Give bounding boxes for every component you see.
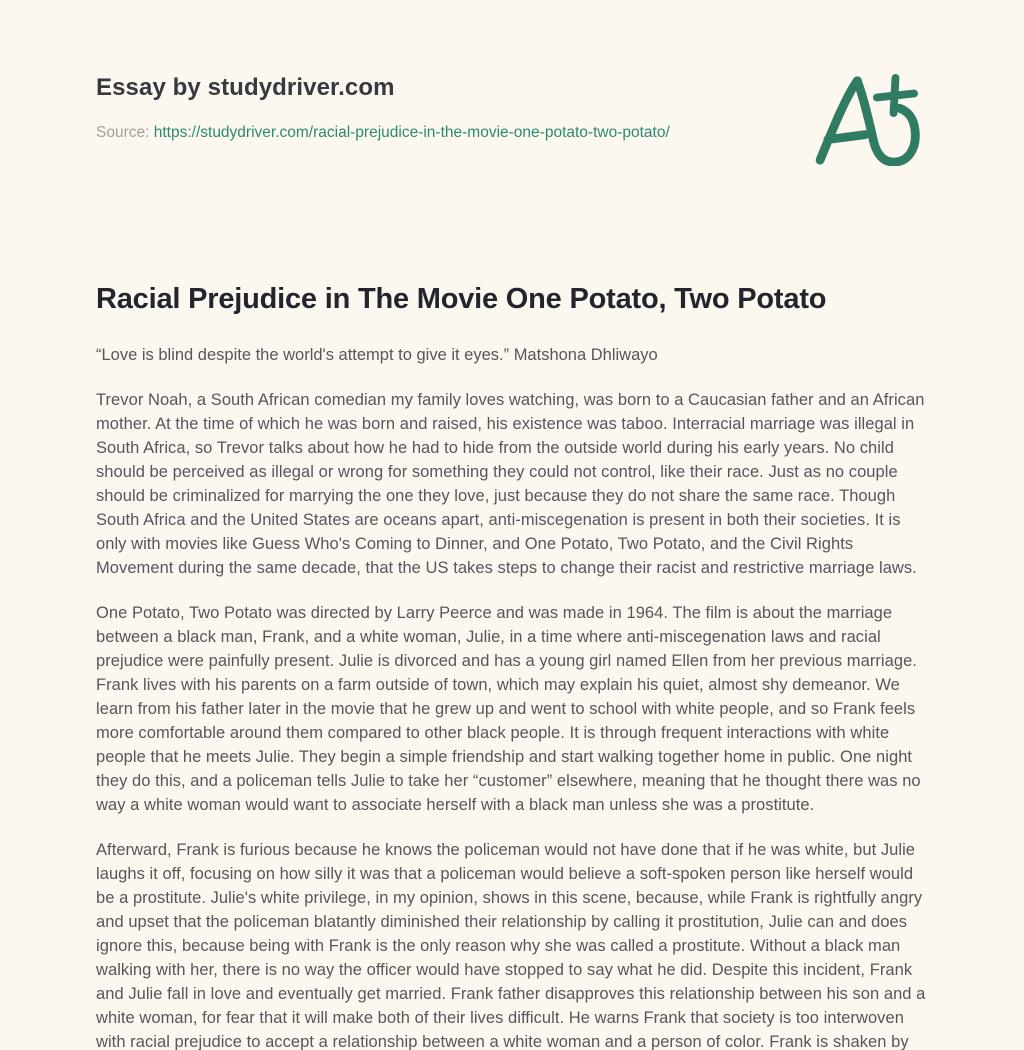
source-label: Source: bbox=[96, 123, 150, 141]
essay-title: Racial Prejudice in The Movie One Potato, Two Potato bbox=[96, 283, 827, 315]
header-text-block bbox=[96, 74, 670, 142]
source-line bbox=[96, 124, 670, 143]
essay-paragraph-3: Afterward, Frank is furious because he knows the policeman would not have done that if he was white, but Julie laughs it off, focusing on how silly it was that a policeman would believe a soft-spoken person like herself would be a prostitute. Julie's white privilege, in my opinion, shows in this scene, because, while Frank is rightfully angry and upset that the policeman blatantly diminished their relationship by calling it prostitution, Julie can and does ignore this, because being with Frank is the only reason why she was called a prostitute. Without a black man walking with her, there is no way the officer would have stopped to say what he did. Despite this incident, Frank and Julie fall in love and eventually get married. Frank father disapproves this relationship between his son and a white woman, for fear that it will make both of their lives difficult. He warns Frank that society is too interwoven with racial prejudice to accept a relationship between a white woman and a person of color. Frank is shaken by bbox=[96, 841, 926, 1050]
studydriver-logo bbox=[810, 72, 932, 166]
document-header bbox=[96, 74, 928, 166]
epigraph-quote: “Love is blind despite the world's attempt to give it eyes.” Matshona Dhliwayo bbox=[96, 346, 658, 364]
source-link[interactable]: https://studydriver.com/racial-prejudice-in-the-movie-one-potato-two-potato/ bbox=[153, 123, 670, 141]
a-plus-icon bbox=[810, 72, 932, 166]
essay-body bbox=[96, 388, 928, 1050]
essay-paragraph-1: Trevor Noah, a South African comedian my family loves watching, was born to a Caucasian father and an African mother. At the time of which he was born and raised, his existence was taboo. Interracial marriage was illegal in South Africa, so Trevor talks about how he had to hide from the outside world during his early years. No child should be perceived as illegal or wrong for something they could not control, like their race. Just as no couple should be criminalized for marrying the one they love, just because they do not share the same race. Though South Africa and the United States are oceans apart, anti-miscegenation is present in both their societies. It is only with movies like Guess Who's Coming to Dinner, and One Potato, Two Potato, and the Civil Rights Movement during the same decade, that the US takes steps to change their racist and restrictive marriage laws. bbox=[96, 391, 925, 577]
essay-paragraph-2: One Potato, Two Potato was directed by Larry Peerce and was made in 1964. The film is about the marriage between a black man, Frank, and a white woman, Julie, in a time where anti-miscegenation laws and racial prejudice were painfully present. Julie is divorced and has a young girl named Ellen from her previous marriage. Frank lives with his parents on a farm outside of town, which may explain his quiet, almost shy demeanor. We learn from his father later in the movie that he grew up and went to school with white people, and so Frank feels more comfortable around them compared to other black people. It is through frequent interactions with white people that he meets Julie. They begin a simple friendship and start walking together home in public. One night they do this, and a policeman tells Julie to take her “customer” elsewhere, meaning that he thought there was no way a white woman would want to associate herself with a black man unless she was a prostitute. bbox=[96, 604, 921, 814]
site-header-title: Essay by studydriver.com bbox=[96, 74, 395, 101]
